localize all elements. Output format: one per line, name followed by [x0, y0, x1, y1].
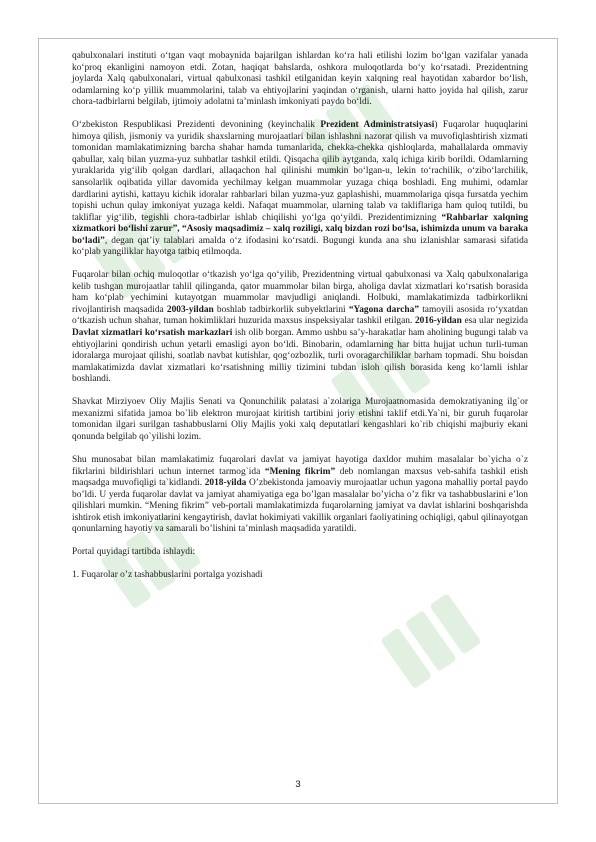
text-run: ish olib borgan. Ammo ushbu sa’y-harakatlar ham aholining bugungi talab va ehtiyojlarini qondirish uchun yetarli emasligi ayon boʻldi. Binobarin, odamlarning har bitta hujjat uchun turli-tuman idoralarga murojaat qilishi, soatlab navbat kutishlar, qogʻozbozlik, turli ovoragarchiliklar barham topmadi. Shu boisdan mamlakatimizda davlat xizmatlari koʻrsatishning milliy tizimini tubdan isloh qilish borasida keng koʻlamli ishlar boshlandi. — [72, 328, 529, 385]
bold-text-run: “Rahbarlar xalqning xizmatkori boʻlishi zarur”, “Asosiy maqsadimiz – xalq roziligi, xalq bizdan rozi boʻlsa, ishimizda unum va baraka boʻladi” — [72, 212, 529, 246]
bold-text-run: “Mening fikrim” — [264, 466, 336, 477]
text-run: esa ular negizida — [461, 316, 528, 327]
text-run: O’zbekistonda jamoaviy murojaatlar uchun yagona mahalliy portal paydo bo’ldi. U yerda fuqarolar davlat va jamiyat ahamiyatiga ega bo’lgan masalalar bo’yicha o’z fikr va tashabbuslarini e’lon qilishlari mumkin. “Mening fikrim” veb-portali mamlakatimizda fuqarolarning jamiyat va davlat ishlarini boshqarishda ishtirok etish imkoniyatlarini kengaytirish, davlat hokimiyati vakillik organlari faoliyatining ochiqligi, qabul qilinayotgan qonunlarning hayotiy va samarali bo’lishini ta’minlash maqsadida yaratildi. — [72, 478, 528, 535]
page-number: 3 — [295, 779, 301, 790]
body-paragraph — [72, 51, 528, 109]
body-paragraph — [72, 547, 528, 559]
body-paragraph — [72, 120, 528, 259]
text-run: Shu munosabat bilan mamlakatimiz fuqarolari davlat va jamiyat hayotiga daxldor muhim masalalar bo`yicha o`z fikrlarini bildirishlari uchun internet tarmog`ida — [72, 454, 528, 477]
bold-text-run: Prezident Administratsiyasi — [320, 120, 435, 131]
bold-text-run: 2003-yildan — [166, 304, 214, 315]
text-run: 1. Fuqarolar o’z tashabbuslarini portalga yozishadi — [72, 570, 263, 581]
document-body — [72, 51, 528, 593]
text-run: boshlab tadbirkorlik subyektlarini — [213, 304, 349, 315]
text-run: Portal quyidagi tartibda ishlaydi: — [72, 547, 196, 558]
text-run: , degan qat’iy talablari amalda oʻz ifodasini koʻrsatdi. Bugungi kunda ana shu izlanishlar samarasi sifatida koʻplab yangiliklar hayotga tatbiq etilmoqda. — [72, 235, 528, 258]
bold-text-run: 2018-yilda — [204, 478, 247, 489]
body-paragraph — [72, 455, 528, 536]
body-paragraph — [72, 397, 528, 443]
body-paragraph — [72, 270, 528, 385]
bold-text-run: 2016-yildan — [414, 316, 462, 327]
bold-text-run: Davlat xizmatlari koʻrsatish markazlari — [72, 328, 233, 339]
body-paragraph — [72, 570, 528, 582]
text-run: Shavkat Mirziyoev Oliy Majlis Senati va Qonunchilik palatasi a`zolariga Murojaatnomasida demokratiyaning ilg`or mexanizmi sifatida jamoa bo`lib elektron murojaat kiritish tartibini joriy etishni taklif etdi.Ya`ni, bir guruh fuqarolar tomonidan ilgari surilgan tashabbuslarni Oliy Majlis yoki xalq deputatlari kengashlari ko`rib chiqishi majburiy ekani qonunda belgilab qo`yilishi lozim. — [72, 397, 528, 442]
text-run: Oʻzbekiston Respublikasi Prezidenti devonining (keyinchalik — [72, 120, 321, 131]
text-run: tamoyili asosida roʻyxatdan oʻtkazish uchun shahar, tuman hokimliklari huzurida maxsus inspeksiyalar tashkil etilgan. — [72, 304, 528, 327]
bold-text-run: “Yagona darcha” — [348, 304, 420, 315]
text-run: qabulxonalari instituti oʻtgan vaqt mobaynida bajarilgan ishlardan koʻra hali etilishi lozim boʻlgan vazifalar yanada koʻproq ekanligini namoyon etdi. Zotan, haqiqat bahslarda, oshkora muloqotlarda boʻy koʻrsatadi. Prezidentning joylarda Xalq qabulxonalari, virtual qabulxonasi tashkil etilganidan keyin xalqning real hayotidan xabardor boʻlish, odamlarning koʻp yillik muammolarini, talab va ehtiyojlarini yaqindan oʻrganish, ularni hatto joyida hal qilish, zarur chora-tadbirlarni belgilab, ijtimoiy adolatni ta’minlash imkoniyati paydo boʻldi. — [72, 51, 528, 108]
text-run: Fuqarolar bilan ochiq muloqotlar oʻtkazish yoʻlga qoʻyilib, Prezidentning virtual qabulxonasi va Xalq qabulxonalariga kelib tushgan murojaatlar tahlil qilinganda, qator muammolar bilan birga, aholiga davlat xizmatlari koʻrsatish borasida ham koʻplab yechimini kutayotgan muammolar mavjudligi aniqlandi. Holbuki, mamlakatimizda tadbirkorlikni rivojlantirish maqsadida — [72, 270, 528, 315]
text-run: ) Fuqarolar huquqlarini himoya qilish, jismoniy va yuridik shaxslarning murojaatlari bilan ishlashni nazorat qilish va muvofiqlashtirish xizmati tomonidan mamlakatimizning barcha shahar hamda tumanlarida, chekka-chekka qishloqlarda, mahallalarda ommaviy qabullar, xalq bilan yuzma-yuz suhbatlar tashkil etildi. Qisqacha qilib aytganda, xalq ichiga kirib borildi. Odamlarning yuraklarida yigʻilib qolgan dardlari, allaqachon hal qilinishi mumkin boʻlgan-u, lekin toʻrachilik, oʻziboʻlarchilik, sansolarlik oqibatida yillar davomida yechilmay kelgan muammolar yuzaga chiqa boshladi. Eng muhimi, odamlar dardlarini aytishi, kattayu kichik idoralar rahbarlari bilan yuzma-yuz gaplashishi, muammolariga qisqa fursatda yechim topishi uchun qulay imkoniyat yuzaga keldi. Nafaqat muammolar, ularning talab va takliflariga ham quloq tutildi, bu takliflar yigʻilib, tegishli chora-tadbirlar ishlab chiqilishi yoʻlga qoʻyildi. Prezidentimizning — [72, 120, 528, 223]
text-run: deb nomlangan maxsus veb-sahifa tashkil etish maqsadga muvofiqligi ta`kidlandi. — [72, 466, 528, 489]
